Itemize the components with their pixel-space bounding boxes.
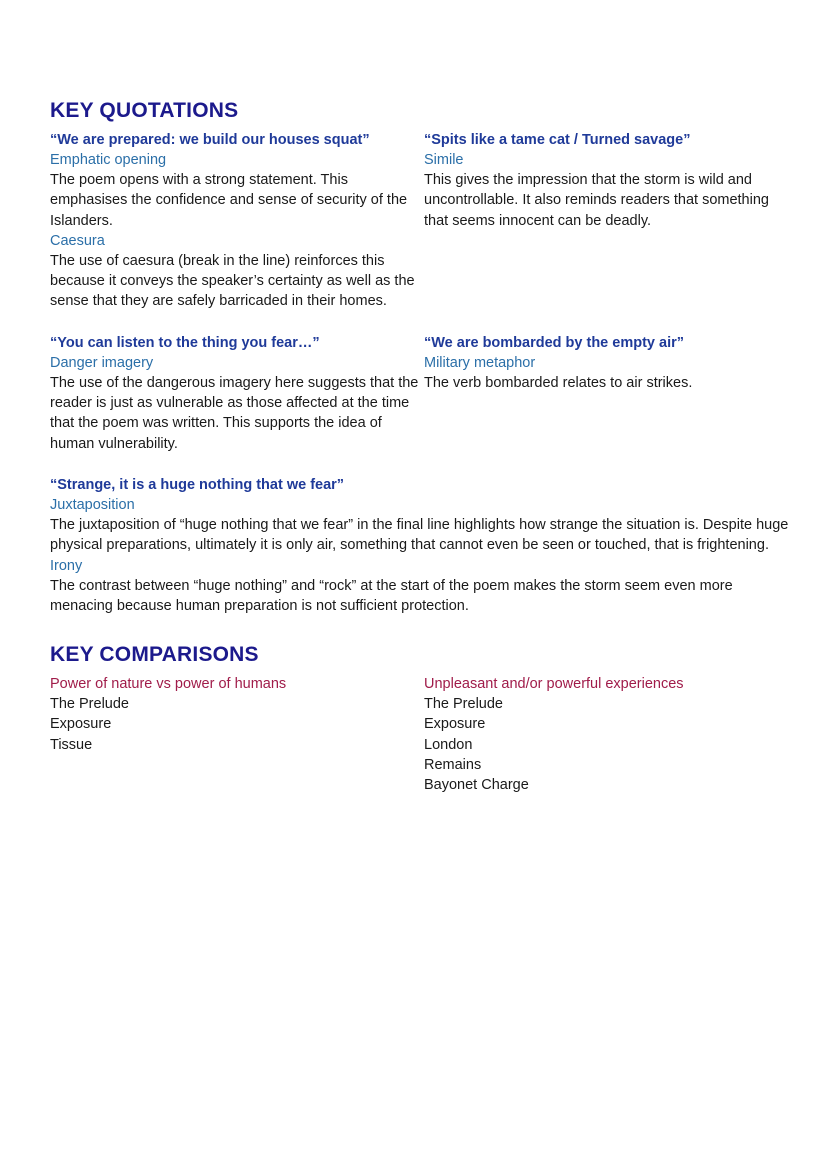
revision-page bbox=[50, 98, 790, 796]
technique-label: Danger imagery bbox=[50, 354, 154, 371]
list-item: London bbox=[424, 736, 473, 753]
analysis-text: The use of caesura (break in the line) reinforces this because it conveys the speaker’s certainty as well as the sense that they are safely barricaded in their homes. bbox=[50, 252, 415, 310]
analysis-text: The contrast between “huge nothing” and “rock” at the start of the poem makes the storm seem even more menacing because human preparation is not sufficient protection. bbox=[50, 577, 733, 614]
list-item: Bayonet Charge bbox=[424, 777, 529, 794]
technique-label: Military metaphor bbox=[424, 354, 536, 371]
technique-label: Caesura bbox=[50, 232, 105, 249]
quotation-text: “We are bombarded by the empty air” bbox=[424, 334, 684, 351]
technique-label: Juxtaposition bbox=[50, 496, 135, 513]
technique-label: Irony bbox=[50, 557, 83, 574]
list-item: Exposure bbox=[424, 716, 486, 733]
analysis-text: The juxtaposition of “huge nothing that we fear” in the final line highlights how strange the situation is. Despite huge physical preparations, ultimately it is only air, something that cannot even be seen or touched, that is frightening. bbox=[50, 516, 789, 554]
comparison-list-right bbox=[424, 674, 790, 795]
list-item: The Prelude bbox=[50, 696, 129, 713]
quotation-block-2 bbox=[424, 130, 790, 312]
analysis-text: This gives the impression that the storm is wild and uncontrollable. It also reminds readers that something that seems innocent can be deadly. bbox=[424, 172, 769, 229]
list-item: Tissue bbox=[50, 736, 93, 753]
quotation-text: “We are prepared: we build our houses squat” bbox=[50, 132, 370, 148]
technique-label: Emphatic opening bbox=[50, 152, 167, 168]
quotations-row-1 bbox=[50, 130, 790, 312]
comparison-title: Unpleasant and/or powerful experiences bbox=[424, 676, 684, 693]
key-quotations-heading: KEY QUOTATIONS bbox=[50, 99, 239, 122]
quotation-block-4 bbox=[424, 333, 790, 454]
analysis-text: The poem opens with a strong statement. This emphasises the confidence and sense of security of the Islanders. bbox=[50, 172, 408, 229]
quotation-text: “Spits like a tame cat / Turned savage” bbox=[424, 132, 691, 148]
comparisons-row bbox=[50, 674, 790, 795]
quotation-text: “Strange, it is a huge nothing that we fear” bbox=[50, 476, 345, 493]
comparison-list-left bbox=[50, 674, 424, 795]
analysis-text: The verb bombarded relates to air strikes. bbox=[424, 374, 693, 391]
list-item: Exposure bbox=[50, 716, 112, 733]
comparison-title: Power of nature vs power of humans bbox=[50, 676, 287, 693]
analysis-text: The use of the dangerous imagery here suggests that the reader is just as vulnerable as those affected at the time that the poem was written. This supports the idea of human vulnerability. bbox=[50, 374, 419, 452]
key-comparisons-heading: KEY COMPARISONS bbox=[50, 643, 259, 667]
technique-label: Simile bbox=[424, 152, 464, 168]
list-item: The Prelude bbox=[424, 696, 503, 713]
quotations-row-2 bbox=[50, 333, 790, 454]
quotation-block-1 bbox=[50, 130, 424, 312]
quotation-block-5 bbox=[50, 475, 790, 616]
quotation-text: “You can listen to the thing you fear…” bbox=[50, 334, 320, 351]
list-item: Remains bbox=[424, 757, 482, 774]
quotation-block-3 bbox=[50, 333, 424, 454]
